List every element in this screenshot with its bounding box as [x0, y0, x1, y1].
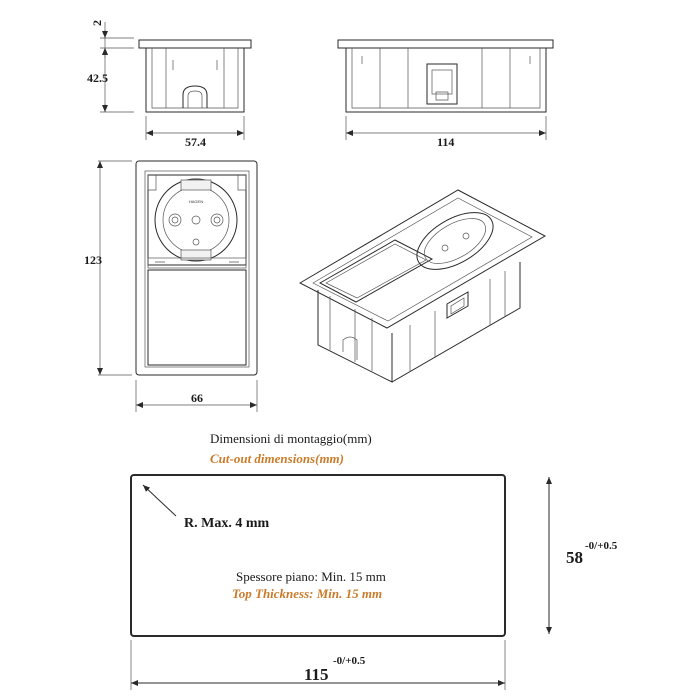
side-view: [87, 20, 251, 149]
plan-view: [84, 161, 257, 412]
dimension-plan-height: 123: [84, 253, 102, 267]
front-view: [338, 40, 553, 149]
isometric-view: [300, 190, 545, 382]
cutout-title-it: Dimensioni di montaggio(mm): [210, 431, 372, 446]
socket-brand-label: HAGEN: [188, 199, 204, 204]
thickness-note-en: Top Thickness: Min. 15 mm: [232, 586, 383, 601]
cutout-section: [131, 431, 618, 690]
dimension-top-lip: 2: [90, 20, 104, 26]
thickness-note-it: Spessore piano: Min. 15 mm: [236, 569, 386, 584]
dimension-plan-width: 66: [191, 391, 203, 405]
dimension-cutout-width: 115: [304, 665, 329, 684]
dimension-side-width: 57.4: [185, 135, 206, 149]
cutout-title-en: Cut-out dimensions(mm): [210, 451, 344, 466]
dimension-side-height: 42.5: [87, 71, 108, 85]
cutout-outline: [131, 475, 505, 636]
dimension-cutout-height-tolerance: -0/+0.5: [585, 540, 618, 552]
dimension-front-width: 114: [437, 135, 455, 149]
socket-icon: [155, 179, 237, 261]
radius-note: R. Max. 4 mm: [184, 516, 270, 531]
dimension-cutout-height: 58: [566, 548, 583, 567]
dimension-cutout-width-tolerance: -0/+0.5: [333, 655, 366, 667]
